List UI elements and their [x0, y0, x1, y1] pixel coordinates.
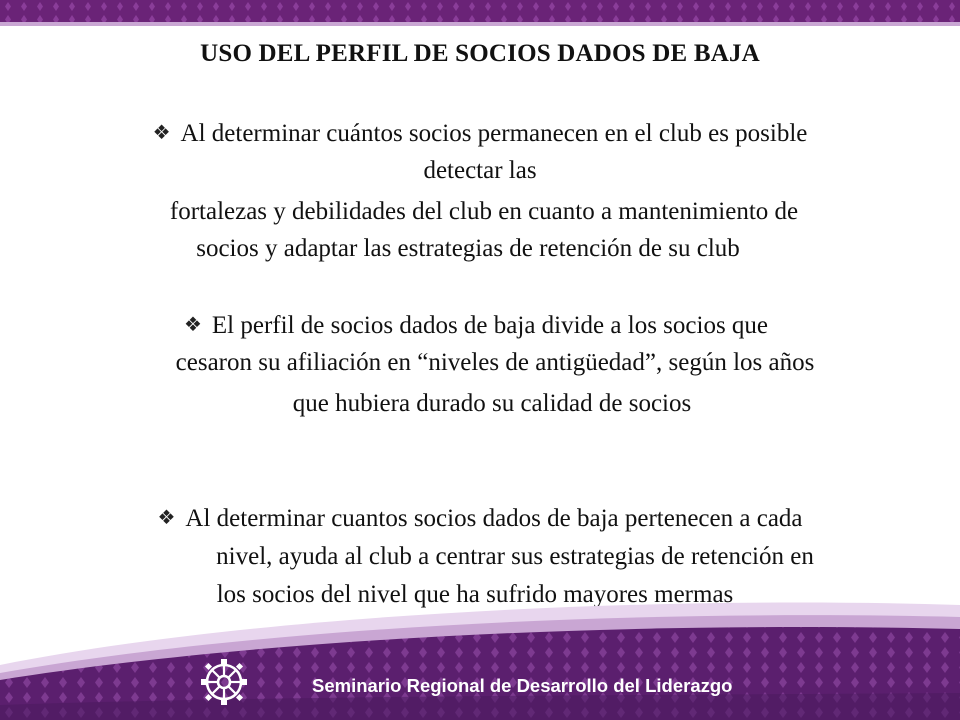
header-pattern-strip: [0, 0, 960, 26]
bullet-1-line-3: fortalezas y debilidades del club en cuanto a mantenimiento de: [169, 198, 799, 225]
bullet-3-text-1: Al determinar cuantos socios dados de baja pertenecen a cada: [185, 505, 803, 532]
bullet-2-line-1: [0, 312, 956, 340]
diamond-bullet-icon: ❖: [157, 507, 176, 529]
bullet-1-line-2: detectar las: [423, 157, 537, 184]
bullet-1-text-1: Al determinar cuántos socios permanecen en el club es posible: [180, 120, 808, 147]
bullet-3-line-1: [0, 505, 960, 533]
slide-title: USO DEL PERFIL DE SOCIOS DADOS DE BAJA: [200, 40, 760, 67]
bullet-3-line-3: los socios del nivel que ha sufrido mayores mermas: [216, 581, 734, 608]
footer-seminar-title: Seminario Regional de Desarrollo del Liderazgo: [312, 675, 733, 696]
footer-wave-band: [0, 585, 960, 720]
bullet-1-line-1: [0, 120, 960, 148]
diamond-bullet-icon: ❖: [152, 122, 171, 144]
bullet-2-text-1: El perfil de socios dados de baja divide a los socios que: [211, 312, 769, 339]
bullet-2-line-2: cesaron su afiliación en “niveles de antigüedad”, según los años: [175, 349, 815, 376]
rotary-wheel-icon: [200, 658, 248, 706]
bullet-1-line-4: socios y adaptar las estrategias de retención de su club: [196, 235, 740, 262]
bullet-3-line-2: nivel, ayuda al club a centrar sus estrategias de retención en: [216, 543, 814, 570]
bullet-2-line-3: que hubiera durado su calidad de socios: [292, 390, 692, 417]
diamond-bullet-icon: ❖: [183, 314, 202, 336]
